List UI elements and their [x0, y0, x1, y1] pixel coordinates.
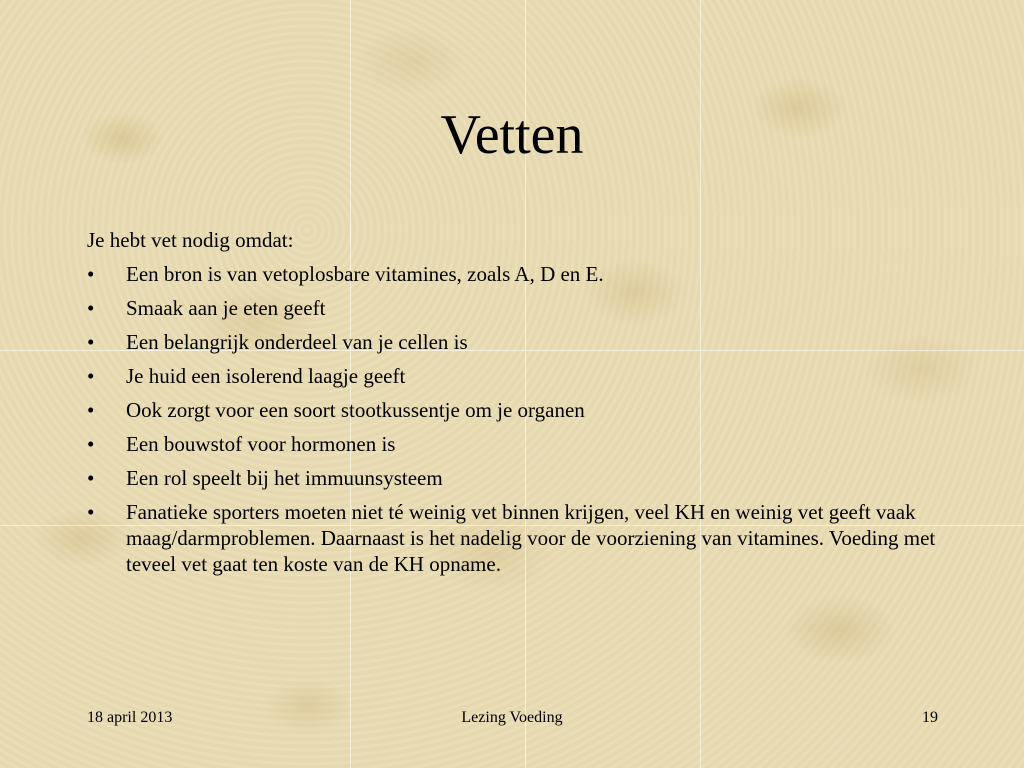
bullet-text: Een belangrijk onderdeel van je cellen is: [126, 330, 468, 354]
bullet-text: Een bouwstof voor hormonen is: [126, 432, 396, 456]
bullet-icon: •: [87, 500, 95, 524]
slide-number: 19: [922, 709, 938, 726]
bullet-icon: •: [87, 364, 95, 388]
bullet-text: Ook zorgt voor een soort stootkussentje om je organen: [126, 398, 585, 422]
slide-title: Vetten: [440, 104, 584, 166]
bullet-list: [87, 261, 947, 577]
bullet-icon: •: [87, 466, 95, 490]
list-item: [87, 397, 947, 423]
bullet-text: Je huid een isolerend laagje geeft: [126, 364, 406, 388]
bullet-icon: •: [87, 330, 95, 354]
bullet-text: Fanatieke sporters moeten niet té weinig vet binnen krijgen, veel KH en weinig vet geeft vaak maag/darmproblemen. Daarnaast is het nadelig voor de voorziening van vitamines. Voeding met teveel vet gaat ten koste van de KH opname.: [126, 500, 936, 576]
list-item: [87, 295, 947, 321]
footer-title: Lezing Voeding: [461, 709, 563, 726]
bullet-text: Een bron is van vetoplosbare vitamines, zoals A, D en E.: [126, 262, 604, 286]
bullet-text: Een rol speelt bij het immuunsysteem: [126, 466, 443, 490]
bullet-text: Smaak aan je eten geeft: [126, 296, 326, 320]
bullet-icon: •: [87, 432, 95, 456]
list-item: [87, 465, 947, 491]
list-item: [87, 261, 947, 287]
list-item: [87, 329, 947, 355]
list-item: [87, 431, 947, 457]
intro-text: Je hebt vet nodig omdat:: [87, 228, 294, 252]
list-item: [87, 363, 947, 389]
bullet-icon: •: [87, 296, 95, 320]
bullet-icon: •: [87, 398, 95, 422]
list-item: [87, 499, 947, 577]
footer-date: 18 april 2013: [87, 709, 173, 726]
slide-body: [87, 227, 947, 585]
bullet-icon: •: [87, 262, 95, 286]
